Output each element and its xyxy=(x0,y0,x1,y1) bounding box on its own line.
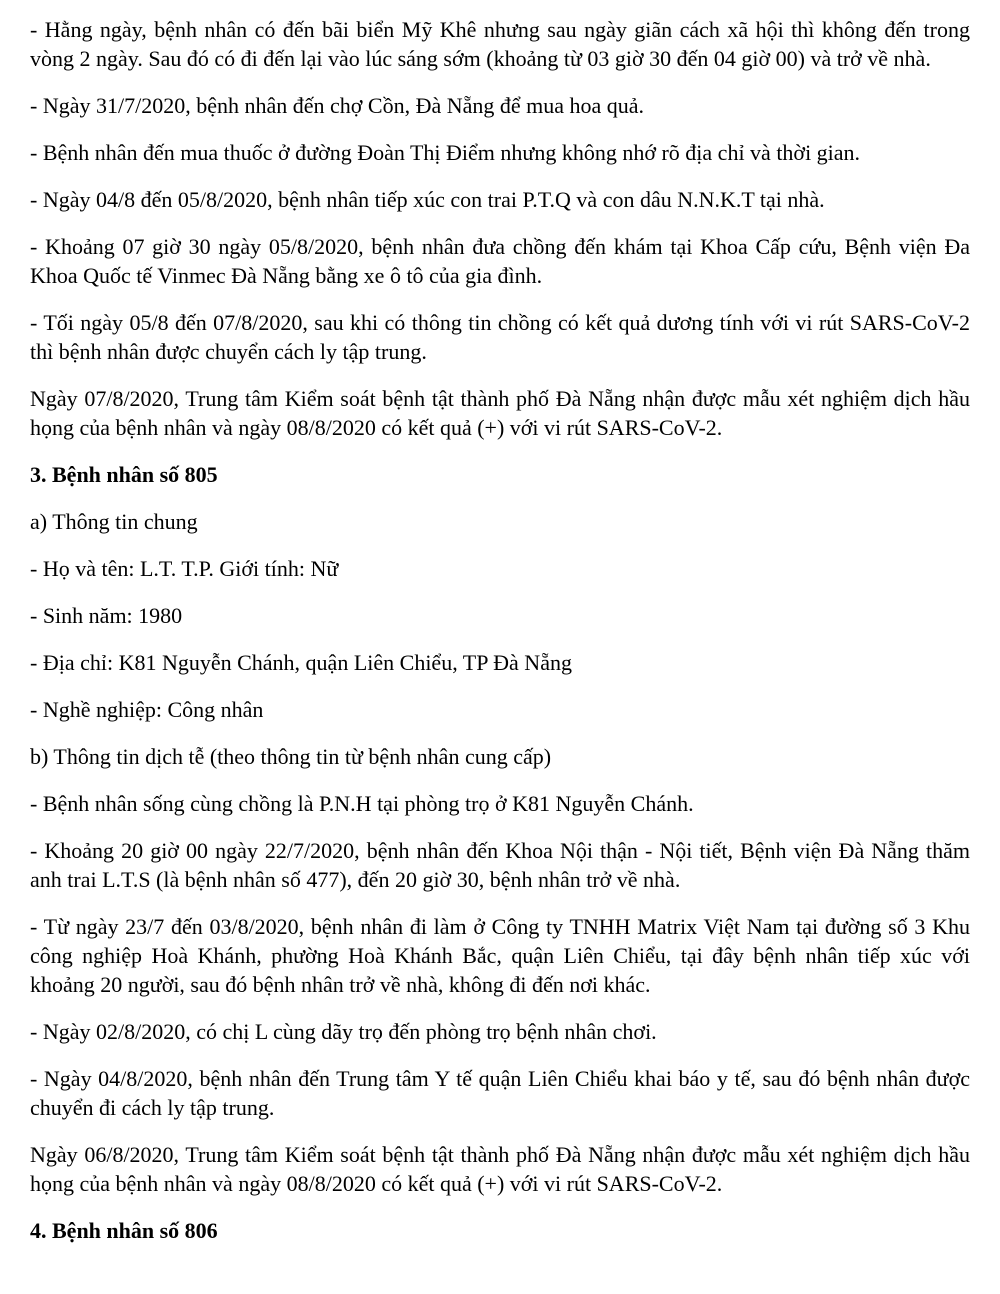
para-kham-vinmec: - Khoảng 07 giờ 30 ngày 05/8/2020, bệnh nhân đưa chồng đến khám tại Khoa Cấp cứu, Bệnh viện Đa Khoa Quốc tế Vinmec Đà Nẵng bằng xe ô tô của gia đình. xyxy=(30,234,970,288)
para-ho-va-ten: - Họ và tên: L.T. T.P. Giới tính: Nữ xyxy=(30,556,339,581)
para-khai-bao-y-te: - Ngày 04/8/2020, bệnh nhân đến Trung tâm Y tế quận Liên Chiểu khai báo y tế, sau đó bệnh nhân được chuyển đi cách ly tập trung. xyxy=(30,1066,970,1120)
para-song-cung-chong: - Bệnh nhân sống cùng chồng là P.N.H tại phòng trọ ở K81 Nguyễn Chánh. xyxy=(30,791,694,816)
para-cho-con: - Ngày 31/7/2020, bệnh nhân đến chợ Cồn, Đà Nẵng để mua hoa quả. xyxy=(30,93,645,118)
para-sinh-nam: - Sinh năm: 1980 xyxy=(30,603,183,628)
para-cong-ty-matrix: - Từ ngày 23/7 đến 03/8/2020, bệnh nhân đi làm ở Công ty TNHH Matrix Việt Nam tại đường số 3 Khu công nghiệp Hoà Khánh, phường Hoà Khánh Bắc, quận Liên Chiểu, tại đây bệnh nhân tiếp xúc với khoảng 20 người, sau đó bệnh nhân trở về nhà, không đi đến nơi khác. xyxy=(30,914,970,997)
para-ket-qua-xet-nghiem-1: Ngày 07/8/2020, Trung tâm Kiểm soát bệnh tật thành phố Đà Nẵng nhận được mẫu xét nghiệm dịch hầu họng của bệnh nhân và ngày 08/8/2020 có kết quả (+) với vi rút SARS-CoV-2. xyxy=(30,386,970,440)
para-ket-qua-xet-nghiem-2: Ngày 06/8/2020, Trung tâm Kiểm soát bệnh tật thành phố Đà Nẵng nhận được mẫu xét nghiệm dịch hầu họng của bệnh nhân và ngày 08/8/2020 có kết quả (+) với vi rút SARS-CoV-2. xyxy=(30,1142,970,1196)
para-thong-tin-dich-te: b) Thông tin dịch tễ (theo thông tin từ bệnh nhân cung cấp) xyxy=(30,744,552,769)
heading-benh-nhan-806: 4. Bệnh nhân số 806 xyxy=(30,1218,218,1243)
para-mua-thuoc: - Bệnh nhân đến mua thuốc ở đường Đoàn Thị Điểm nhưng không nhớ rõ địa chỉ và thời gian. xyxy=(30,140,861,165)
para-nghe-nghiep: - Nghề nghiệp: Công nhân xyxy=(30,697,264,722)
para-tiep-xuc-con-trai: - Ngày 04/8 đến 05/8/2020, bệnh nhân tiếp xúc con trai P.T.Q và con dâu N.N.K.T tại nhà. xyxy=(30,187,825,212)
para-khoa-noi-than: - Khoảng 20 giờ 00 ngày 22/7/2020, bệnh nhân đến Khoa Nội thận - Nội tiết, Bệnh viện Đà Nẵng thăm anh trai L.T.S (là bệnh nhân số 477), đến 20 giờ 30, bệnh nhân trở về nhà. xyxy=(30,838,970,892)
para-thong-tin-chung: a) Thông tin chung xyxy=(30,509,198,534)
para-chi-l-den-choi: - Ngày 02/8/2020, có chị L cùng dãy trọ đến phòng trọ bệnh nhân chơi. xyxy=(30,1019,657,1044)
para-beach-my-khe: - Hằng ngày, bệnh nhân có đến bãi biển Mỹ Khê nhưng sau ngày giãn cách xã hội thì không đến trong vòng 2 ngày. Sau đó có đi đến lại vào lúc sáng sớm (khoảng từ 03 giờ 30 đến 04 giờ 00) và trở về nhà. xyxy=(30,17,970,71)
para-cach-ly-tap-trung: - Tối ngày 05/8 đến 07/8/2020, sau khi có thông tin chồng có kết quả dương tính với vi rút SARS-CoV-2 thì bệnh nhân được chuyển cách ly tập trung. xyxy=(30,310,970,364)
para-dia-chi: - Địa chỉ: K81 Nguyễn Chánh, quận Liên Chiểu, TP Đà Nẵng xyxy=(30,650,572,675)
heading-benh-nhan-805: 3. Bệnh nhân số 805 xyxy=(30,462,218,487)
